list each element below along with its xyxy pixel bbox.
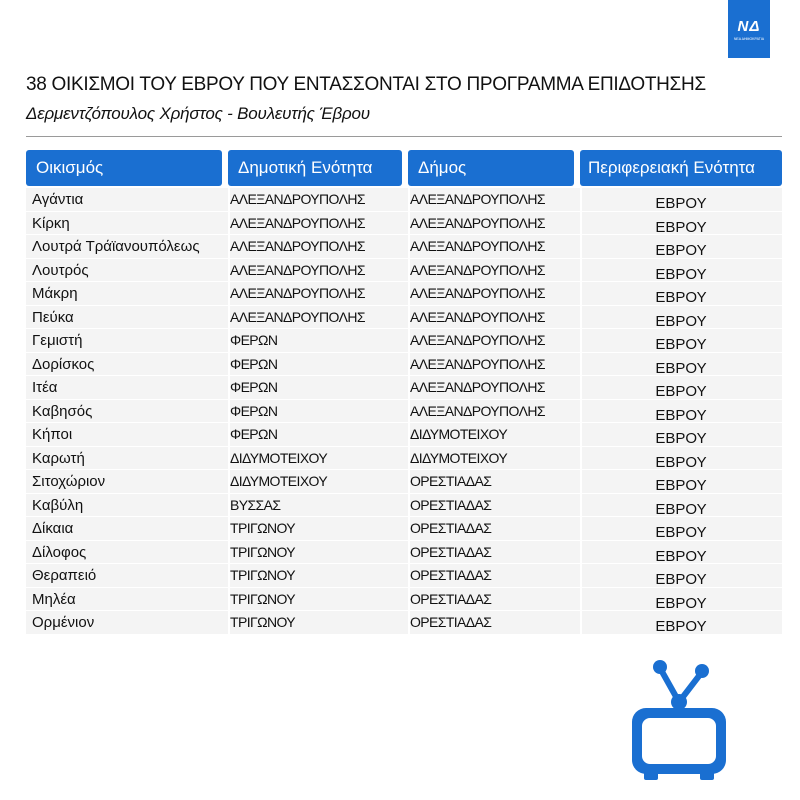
cell-municipal-unit: ΑΛΕΞΑΝΔΡΟΥΠΟΛΗΣ	[230, 308, 365, 325]
table-row	[26, 188, 782, 212]
cell-settlement: Μηλέα	[32, 590, 76, 608]
header-municipality: Δήμος	[408, 150, 574, 186]
cell-municipal-unit: ΑΛΕΞΑΝΔΡΟΥΠΟΛΗΣ	[230, 261, 365, 278]
cell-municipality: ΑΛΕΞΑΝΔΡΟΥΠΟΛΗΣ	[410, 379, 545, 395]
cell-municipal-unit: ΦΕΡΩΝ	[230, 402, 278, 419]
cell-settlement: Κήποι	[32, 426, 73, 443]
cell-municipal-unit: ΦΕΡΩΝ	[230, 332, 278, 348]
cell-municipal-unit: ΑΛΕΞΑΝΔΡΟΥΠΟΛΗΣ	[230, 238, 365, 254]
cell-municipality: ΟΡΕΣΤΙΑΔΑΣ	[410, 567, 492, 583]
table-row	[26, 611, 782, 635]
table-row	[26, 588, 782, 612]
table-row	[26, 564, 782, 588]
party-logo	[728, 0, 770, 58]
cell-municipal-unit: ΦΕΡΩΝ	[230, 355, 278, 372]
cell-settlement: Δορίσκος	[32, 355, 95, 373]
table-row	[26, 306, 782, 330]
cell-regional-unit: ΕΒΡΟΥ	[655, 383, 707, 400]
cell-settlement: Πεύκα	[32, 308, 74, 326]
cell-regional-unit: ΕΒΡΟΥ	[655, 430, 707, 447]
page-title: 38 ΟΙΚΙΣΜΟΙ ΤΟΥ ΕΒΡΟΥ ΠΟΥ ΕΝΤΑΣΣΟΝΤΑΙ ΣΤΟ ΠΡΟΓΡΑΜΜΑ ΕΠΙΔΟΤΗΣΗΣ	[26, 74, 706, 95]
cell-municipality: ΑΛΕΞΑΝΔΡΟΥΠΟΛΗΣ	[410, 332, 545, 348]
cell-municipality: ΑΛΕΞΑΝΔΡΟΥΠΟΛΗΣ	[410, 355, 545, 372]
cell-municipality: ΑΛΕΞΑΝΔΡΟΥΠΟΛΗΣ	[410, 214, 545, 231]
table-header	[0, 150, 800, 188]
cell-settlement: Σιτοχώριον	[32, 473, 106, 490]
cell-settlement: Αγάντια	[32, 191, 84, 208]
cell-municipal-unit: ΤΡΙΓΩΝΟΥ	[230, 590, 296, 607]
table-row	[26, 329, 782, 353]
cell-regional-unit: ΕΒΡΟΥ	[655, 594, 707, 612]
cell-municipality: ΑΛΕΞΑΝΔΡΟΥΠΟΛΗΣ	[410, 238, 545, 254]
table-row	[26, 282, 782, 306]
cell-regional-unit: ΕΒΡΟΥ	[655, 406, 707, 424]
cell-settlement: Ιτέα	[32, 379, 58, 396]
cell-municipality: ΟΡΕΣΤΙΑΔΑΣ	[410, 520, 492, 536]
table-row	[26, 212, 782, 236]
cell-municipal-unit: ΑΛΕΞΑΝΔΡΟΥΠΟΛΗΣ	[230, 191, 365, 207]
cell-municipality: ΑΛΕΞΑΝΔΡΟΥΠΟΛΗΣ	[410, 402, 545, 419]
cell-municipality: ΑΛΕΞΑΝΔΡΟΥΠΟΛΗΣ	[410, 308, 545, 325]
cell-municipal-unit: ΤΡΙΓΩΝΟΥ	[230, 614, 296, 630]
table-row	[26, 259, 782, 283]
cell-regional-unit: ΕΒΡΟΥ	[655, 312, 707, 330]
table-row	[26, 235, 782, 259]
table-row	[26, 353, 782, 377]
logo-subtext: ΝΕΑ ΔΗΜΟΚΡΑΤΙΑ	[733, 36, 765, 41]
table-row	[26, 494, 782, 518]
cell-regional-unit: ΕΒΡΟΥ	[655, 336, 707, 353]
header-municipal-unit: Δημοτική Ενότητα	[228, 150, 402, 186]
divider	[26, 136, 782, 137]
table-row	[26, 423, 782, 447]
cell-settlement: Κίρκη	[32, 214, 70, 232]
cell-settlement: Θεραπειό	[32, 567, 97, 584]
table-body	[26, 188, 782, 635]
cell-settlement: Ορμένιον	[32, 614, 95, 631]
table-row	[26, 400, 782, 424]
cell-regional-unit: ΕΒΡΟΥ	[655, 359, 707, 377]
cell-regional-unit: ΕΒΡΟΥ	[655, 242, 707, 259]
cell-municipal-unit: ΔΙΔΥΜΟΤΕΙΧΟΥ	[230, 473, 328, 489]
cell-municipality: ΔΙΔΥΜΟΤΕΙΧΟΥ	[410, 449, 508, 466]
table-row	[26, 470, 782, 494]
cell-settlement: Καβύλη	[32, 496, 84, 514]
header-settlement: Οικισμός	[26, 150, 222, 186]
cell-regional-unit: ΕΒΡΟΥ	[655, 218, 707, 236]
cell-regional-unit: ΕΒΡΟΥ	[655, 289, 707, 306]
cell-settlement: Δίκαια	[32, 520, 74, 537]
cell-municipality: ΟΡΕΣΤΙΑΔΑΣ	[410, 590, 492, 607]
cell-settlement: Καρωτή	[32, 449, 85, 467]
cell-regional-unit: ΕΒΡΟΥ	[655, 571, 707, 588]
cell-municipality: ΔΙΔΥΜΟΤΕΙΧΟΥ	[410, 426, 508, 442]
cell-settlement: Δίλοφος	[32, 543, 87, 561]
cell-municipal-unit: ΦΕΡΩΝ	[230, 426, 278, 442]
table-row	[26, 447, 782, 471]
cell-regional-unit: ΕΒΡΟΥ	[655, 524, 707, 541]
cell-municipality: ΑΛΕΞΑΝΔΡΟΥΠΟΛΗΣ	[410, 285, 545, 301]
cell-municipality: ΑΛΕΞΑΝΔΡΟΥΠΟΛΗΣ	[410, 191, 545, 207]
cell-regional-unit: ΕΒΡΟΥ	[655, 453, 707, 471]
table-row	[26, 376, 782, 400]
cell-regional-unit: ΕΒΡΟΥ	[655, 477, 707, 494]
cell-municipality: ΟΡΕΣΤΙΑΔΑΣ	[410, 496, 492, 513]
cell-municipality: ΟΡΕΣΤΙΑΔΑΣ	[410, 614, 492, 630]
cell-settlement: Μάκρη	[32, 285, 78, 302]
cell-municipality: ΟΡΕΣΤΙΑΔΑΣ	[410, 543, 492, 560]
cell-regional-unit: ΕΒΡΟΥ	[655, 618, 707, 635]
cell-regional-unit: ΕΒΡΟΥ	[655, 547, 707, 565]
cell-regional-unit: ΕΒΡΟΥ	[655, 265, 707, 283]
cell-municipal-unit: ΒΥΣΣΑΣ	[230, 496, 281, 513]
cell-municipal-unit: ΤΡΙΓΩΝΟΥ	[230, 567, 296, 583]
cell-settlement: Λουτρά Τράϊανουπόλεως	[32, 238, 200, 255]
cell-settlement: Λουτρός	[32, 261, 89, 279]
tv-icon	[630, 658, 728, 782]
cell-municipal-unit: ΔΙΔΥΜΟΤΕΙΧΟΥ	[230, 449, 328, 466]
cell-municipal-unit: ΦΕΡΩΝ	[230, 379, 278, 395]
cell-municipal-unit: ΤΡΙΓΩΝΟΥ	[230, 543, 296, 560]
table-row	[26, 541, 782, 565]
cell-settlement: Γεμιστή	[32, 332, 83, 349]
cell-regional-unit: ΕΒΡΟΥ	[655, 500, 707, 518]
page-subtitle: Δερμεντζόπουλος Χρήστος - Βουλευτής Έβρου	[26, 104, 370, 123]
logo-mark: ΝΔ	[737, 17, 761, 35]
table-row	[26, 517, 782, 541]
cell-regional-unit: ΕΒΡΟΥ	[655, 195, 707, 212]
cell-settlement: Καβησός	[32, 402, 93, 420]
cell-municipal-unit: ΤΡΙΓΩΝΟΥ	[230, 520, 296, 536]
cell-municipal-unit: ΑΛΕΞΑΝΔΡΟΥΠΟΛΗΣ	[230, 214, 365, 231]
cell-municipality: ΑΛΕΞΑΝΔΡΟΥΠΟΛΗΣ	[410, 261, 545, 278]
header-regional-unit: Περιφερειακή Ενότητα	[580, 150, 782, 186]
cell-municipal-unit: ΑΛΕΞΑΝΔΡΟΥΠΟΛΗΣ	[230, 285, 365, 301]
cell-municipality: ΟΡΕΣΤΙΑΔΑΣ	[410, 473, 492, 489]
